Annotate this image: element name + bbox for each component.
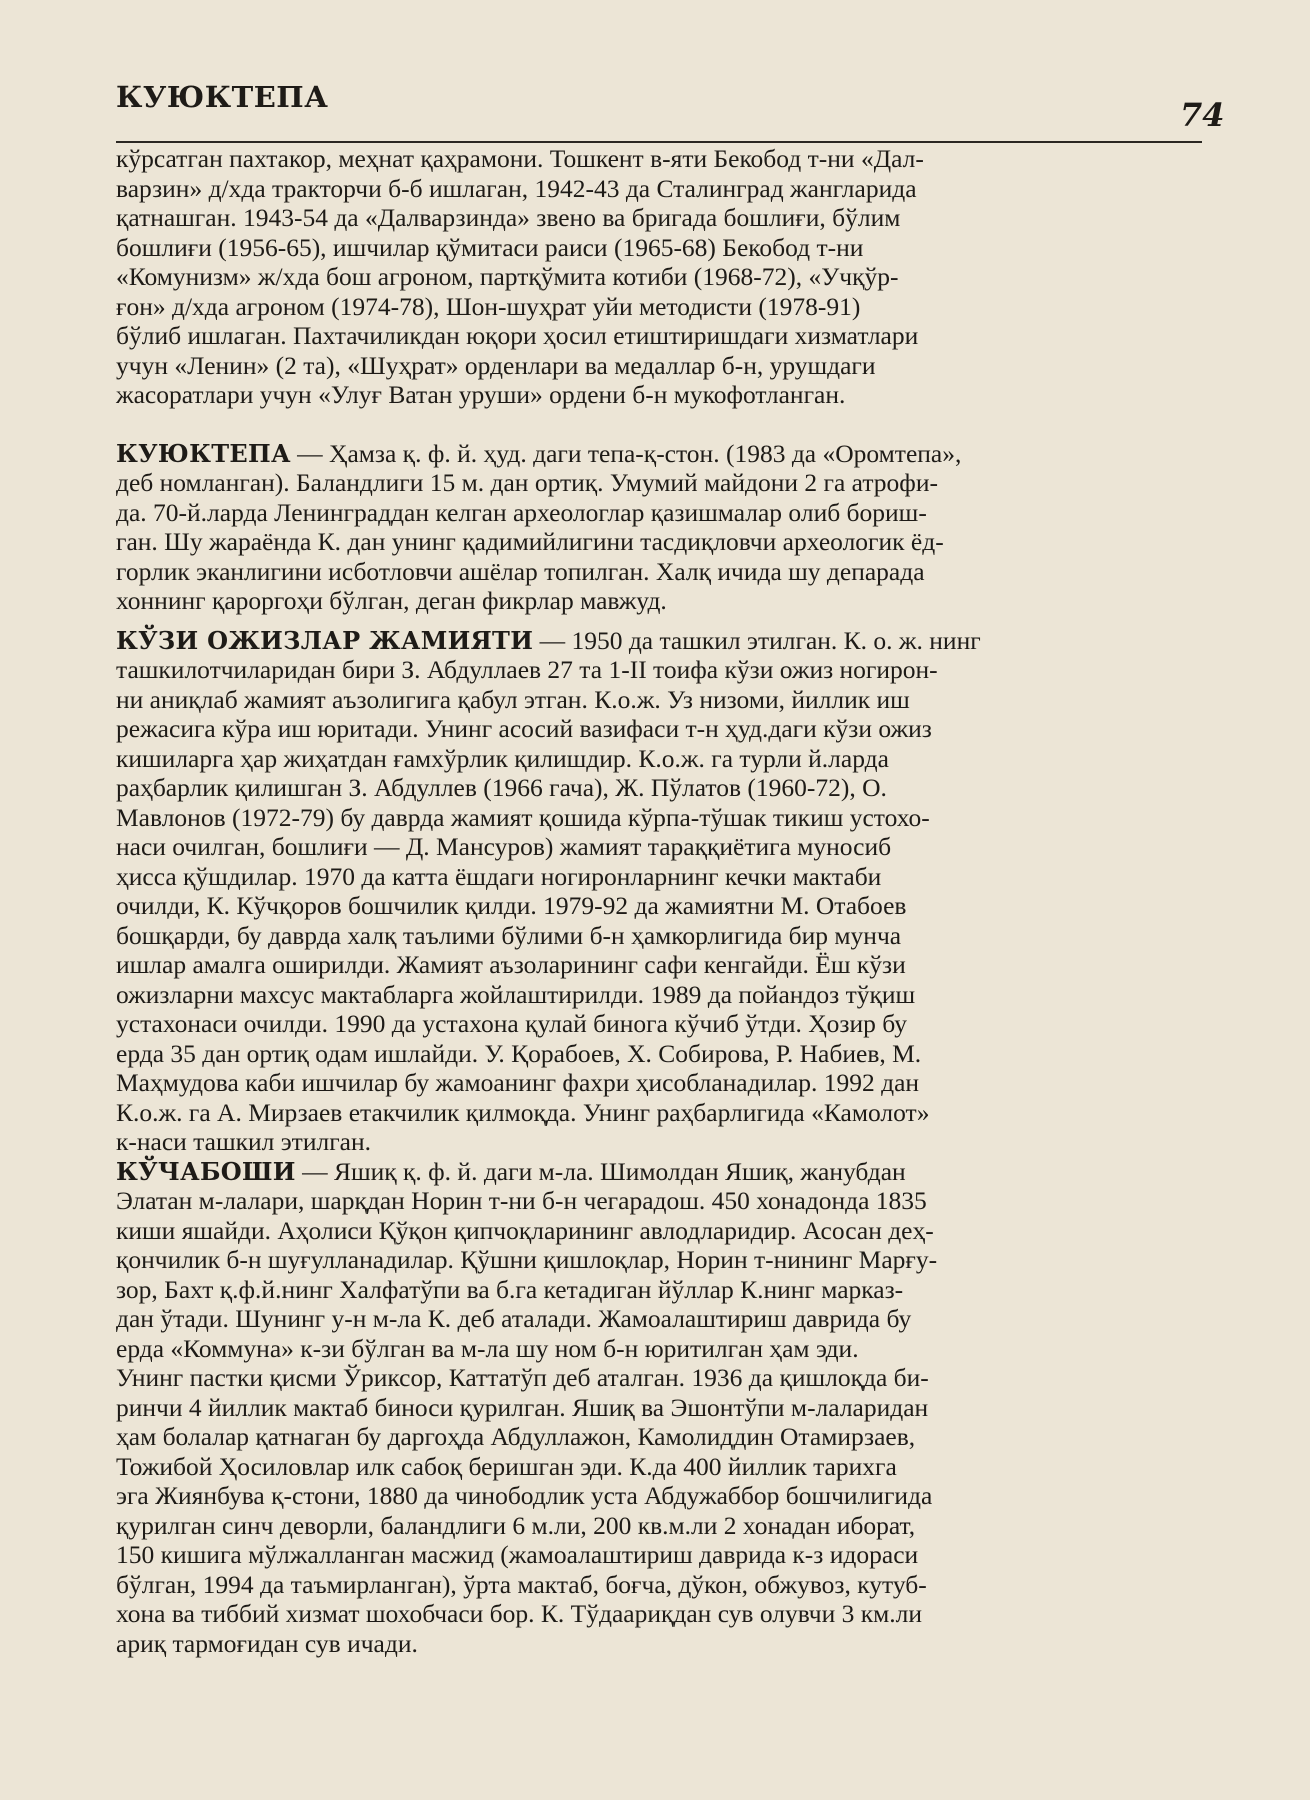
text-line: эга Жиянбува қ-стони, 1880 да чинободлик уста Абдужаббор бошчилигида [116,1481,933,1510]
text-line: К.о.ж. га А. Мирзаев етакчилик қилмоқда. Унинг раҳбарлигида «Камолот» [116,1097,930,1127]
text-line: дан ўтади. Шунинг у-н м-ла К. деб аталади. Жамоалаштириш даврида бу [116,1304,912,1333]
entry-kuyuktepa [116,439,1216,616]
text-line: ерда «Коммуна» к-зи бўлган ва м-ла шу ном б-н юритилган ҳам эди. [116,1333,859,1363]
text-line: к-наси ташкил этилган. [116,1127,371,1156]
text-line: ерда 35 дан ортиқ одам ишлайди. У. Қорабоев, Х. Собирова, Р. Набиев, М. [116,1038,922,1068]
text-line: ринчи 4 йиллик мактаб биноси қурилган. Яшиқ ва Эшонтўпи м-лаларидан [116,1392,929,1422]
text-line: раҳбарлик қилишган З. Абдуллев (1966 гача), Ж. Пўлатов (1960-72), О. [116,773,887,802]
text-line: қончилик б-н шуғулланадилар. Қўшни қишлоқлар, Норин т-нининг Марғу- [116,1245,938,1274]
entry-kuzi-ojizlar-jamiyati [116,626,1216,1157]
text-line: ожизларни махсус мактабларга жойлаштирилди. 1989 да пойандоз тўқиш [116,979,916,1009]
text-line: ган. Шу жараёнда К. дан унинг қадимийлигини тасдиқловчи археологик ёд- [116,527,944,556]
text-line: ғон» д/хда агроном (1974-78), Шон-шуҳрат уйи методисти (1978-91) [116,291,861,321]
text-line: режасига кўра иш юритади. Унинг асосий вазифаси т-н ҳуд.даги кўзи ожиз [116,714,932,743]
text-line: Мавлонов (1972-79) бу даврда жамият қошида кўрпа-тўшак тикиш устохо- [116,802,930,832]
text-line: горлик эканлигини исботловчи ашёлар топилган. Халқ ичида шу депарада [116,556,925,586]
entry-text: — Ҳамза қ. ф. й. ҳуд. даги тепа-қ-стон. (1983 да «Оромтепа», [290,438,962,468]
text-line: бошқарди, бу даврда халқ таълими бўлими б-н ҳамкорлигида бир мунча [116,920,902,950]
text-line: кўрсатган пахтакор, меҳнат қаҳрамони. Тошкент в-яти Бекобод т-ни «Дал- [116,144,924,173]
page-text [116,144,1216,1658]
text-line: 150 кишига мўлжалланган масжид (жамоалаштириш даврида к-з идораси [116,1540,919,1569]
text-line: киши яшайди. Аҳолиси Қўқон қипчоқларининг авлодларидир. Асосан деҳ- [116,1215,934,1245]
entry-first-line [116,626,1216,656]
text-line: ташкилотчиларидан бири З. Абдуллаев 27 та 1-II тоифа кўзи ожиз ногирон- [116,655,938,684]
text-line: устахонаси очилди. 1990 да устахона қулай бинога кўчиб ўтди. Ҳозир бу [116,1009,907,1038]
text-line: варзин» д/хда тракторчи б-б ишлаган, 1942-43 да Сталинград жангларида [116,173,917,203]
entry-first-line [116,1157,1216,1187]
text-line: хоннинг қароргоҳи бўлган, деган фикрлар мавжуд. [116,586,667,615]
text-line: Тожибой Ҳосиловлар илк сабоқ беришган эди. К.да 400 йиллик тарихга [116,1451,897,1481]
text-line: Маҳмудова каби ишчилар бу жамоанинг фахри ҳисобланадилар. 1992 дан [116,1068,920,1097]
text-line: зор, Бахт қ.ф.й.нинг Халфатўпи ва б.га кетадиган йўллар К.нинг марказ- [116,1274,904,1304]
text-line: жасоратлари учун «Улуғ Ватан уруши» ордени б-н мукофотланган. [116,380,846,409]
entry-first-line [116,439,1216,469]
text-line: бўлиб ишлаган. Пахтачиликдан юқори ҳосил етиштиришдаги хизматлари [116,321,919,350]
entry-headword: КУЮКТЕПА [116,438,291,468]
text-line: қатнашган. 1943-54 да «Далварзинда» звено ва бригада бошлиғи, бўлим [116,203,901,232]
text-line: кишиларга ҳар жиҳатдан ғамхўрлик қилишдир. К.о.ж. га турли й.ларда [116,743,889,773]
text-line: да. 70-й.ларда Ленинграддан келган археологлар қазишмалар олиб бориш- [116,497,927,527]
text-line: очилди, К. Кўчқоров бошчилик қилди. 1979-92 да жамиятни М. Отабоев [116,891,907,920]
text-line: ҳам болалар қатнаган бу даргоҳда Абдуллажон, Камолиддин Отамирзаев, [116,1422,916,1451]
text-line: ишлар амалга оширилди. Жамият аъзоларининг сафи кенгайди. Ёш кўзи [116,950,906,979]
text-line: ариқ тармоғидан сув ичади. [116,1628,418,1658]
text-line: ҳисса қўшдилар. 1970 да катта ёшдаги ногиронларнинг кечки мактаби [116,861,882,891]
entry-headword: КЎЗИ ОЖИЗЛАР ЖАМИЯТИ [116,625,534,655]
entry-kuchaboshi [116,1157,1216,1659]
entry-text: — Яшиқ қ. ф. й. даги м-ла. Шимолдан Яшиқ, жанубдан [295,1156,906,1186]
text-line: бўлган, 1994 да таъмирланган), ўрта мактаб, боғча, дўкон, обжувоз, кутуб- [116,1569,927,1599]
page-number: 74 [1180,96,1225,134]
running-head: КУЮКТЕПА [116,80,329,114]
text-line: Элатан м-лалари, шарқдан Норин т-ни б-н чегарадош. 450 хонадонда 1835 [116,1186,927,1215]
text-line: хона ва тиббий хизмат шохобчаси бор. К. Тўдаариқдан сув олувчи 3 км.ли [116,1599,923,1628]
continued-entry [116,144,1216,410]
text-line: Унинг пастки қисми Ўриксор, Каттатўп деб аталган. 1936 да қишлоқда би- [116,1363,929,1392]
text-line: ни аниқлаб жамият аъзолигига қабул этган. К.о.ж. Уз низоми, йиллик иш [116,684,910,714]
header-rule [116,141,1202,143]
entry-text: — 1950 да ташкил этилган. К. о. ж. нинг [533,625,981,655]
entry-headword: КЎЧАБОШИ [116,1156,296,1186]
text-line: учун «Ленин» (2 та), «Шуҳрат» орденлари ва медаллар б-н, урушдаги [116,350,876,380]
text-line: «Комунизм» ж/хда бош агроном, партқўмита котиби (1968-72), «Учқўр- [116,262,899,291]
text-line: деб номланган). Баландлиги 15 м. дан ортиқ. Умумий майдони 2 га атрофи- [116,468,938,497]
text-line: наси очилган, бошлиғи — Д. Мансуров) жамият тараққиётига муносиб [116,832,892,861]
text-line: қурилган синч деворли, баландлиги 6 м.ли, 200 кв.м.ли 2 хонадан иборат, [116,1510,916,1540]
text-line: бошлиғи (1956-65), ишчилар қўмитаси раиси (1965-68) Бекобод т-ни [116,232,864,262]
